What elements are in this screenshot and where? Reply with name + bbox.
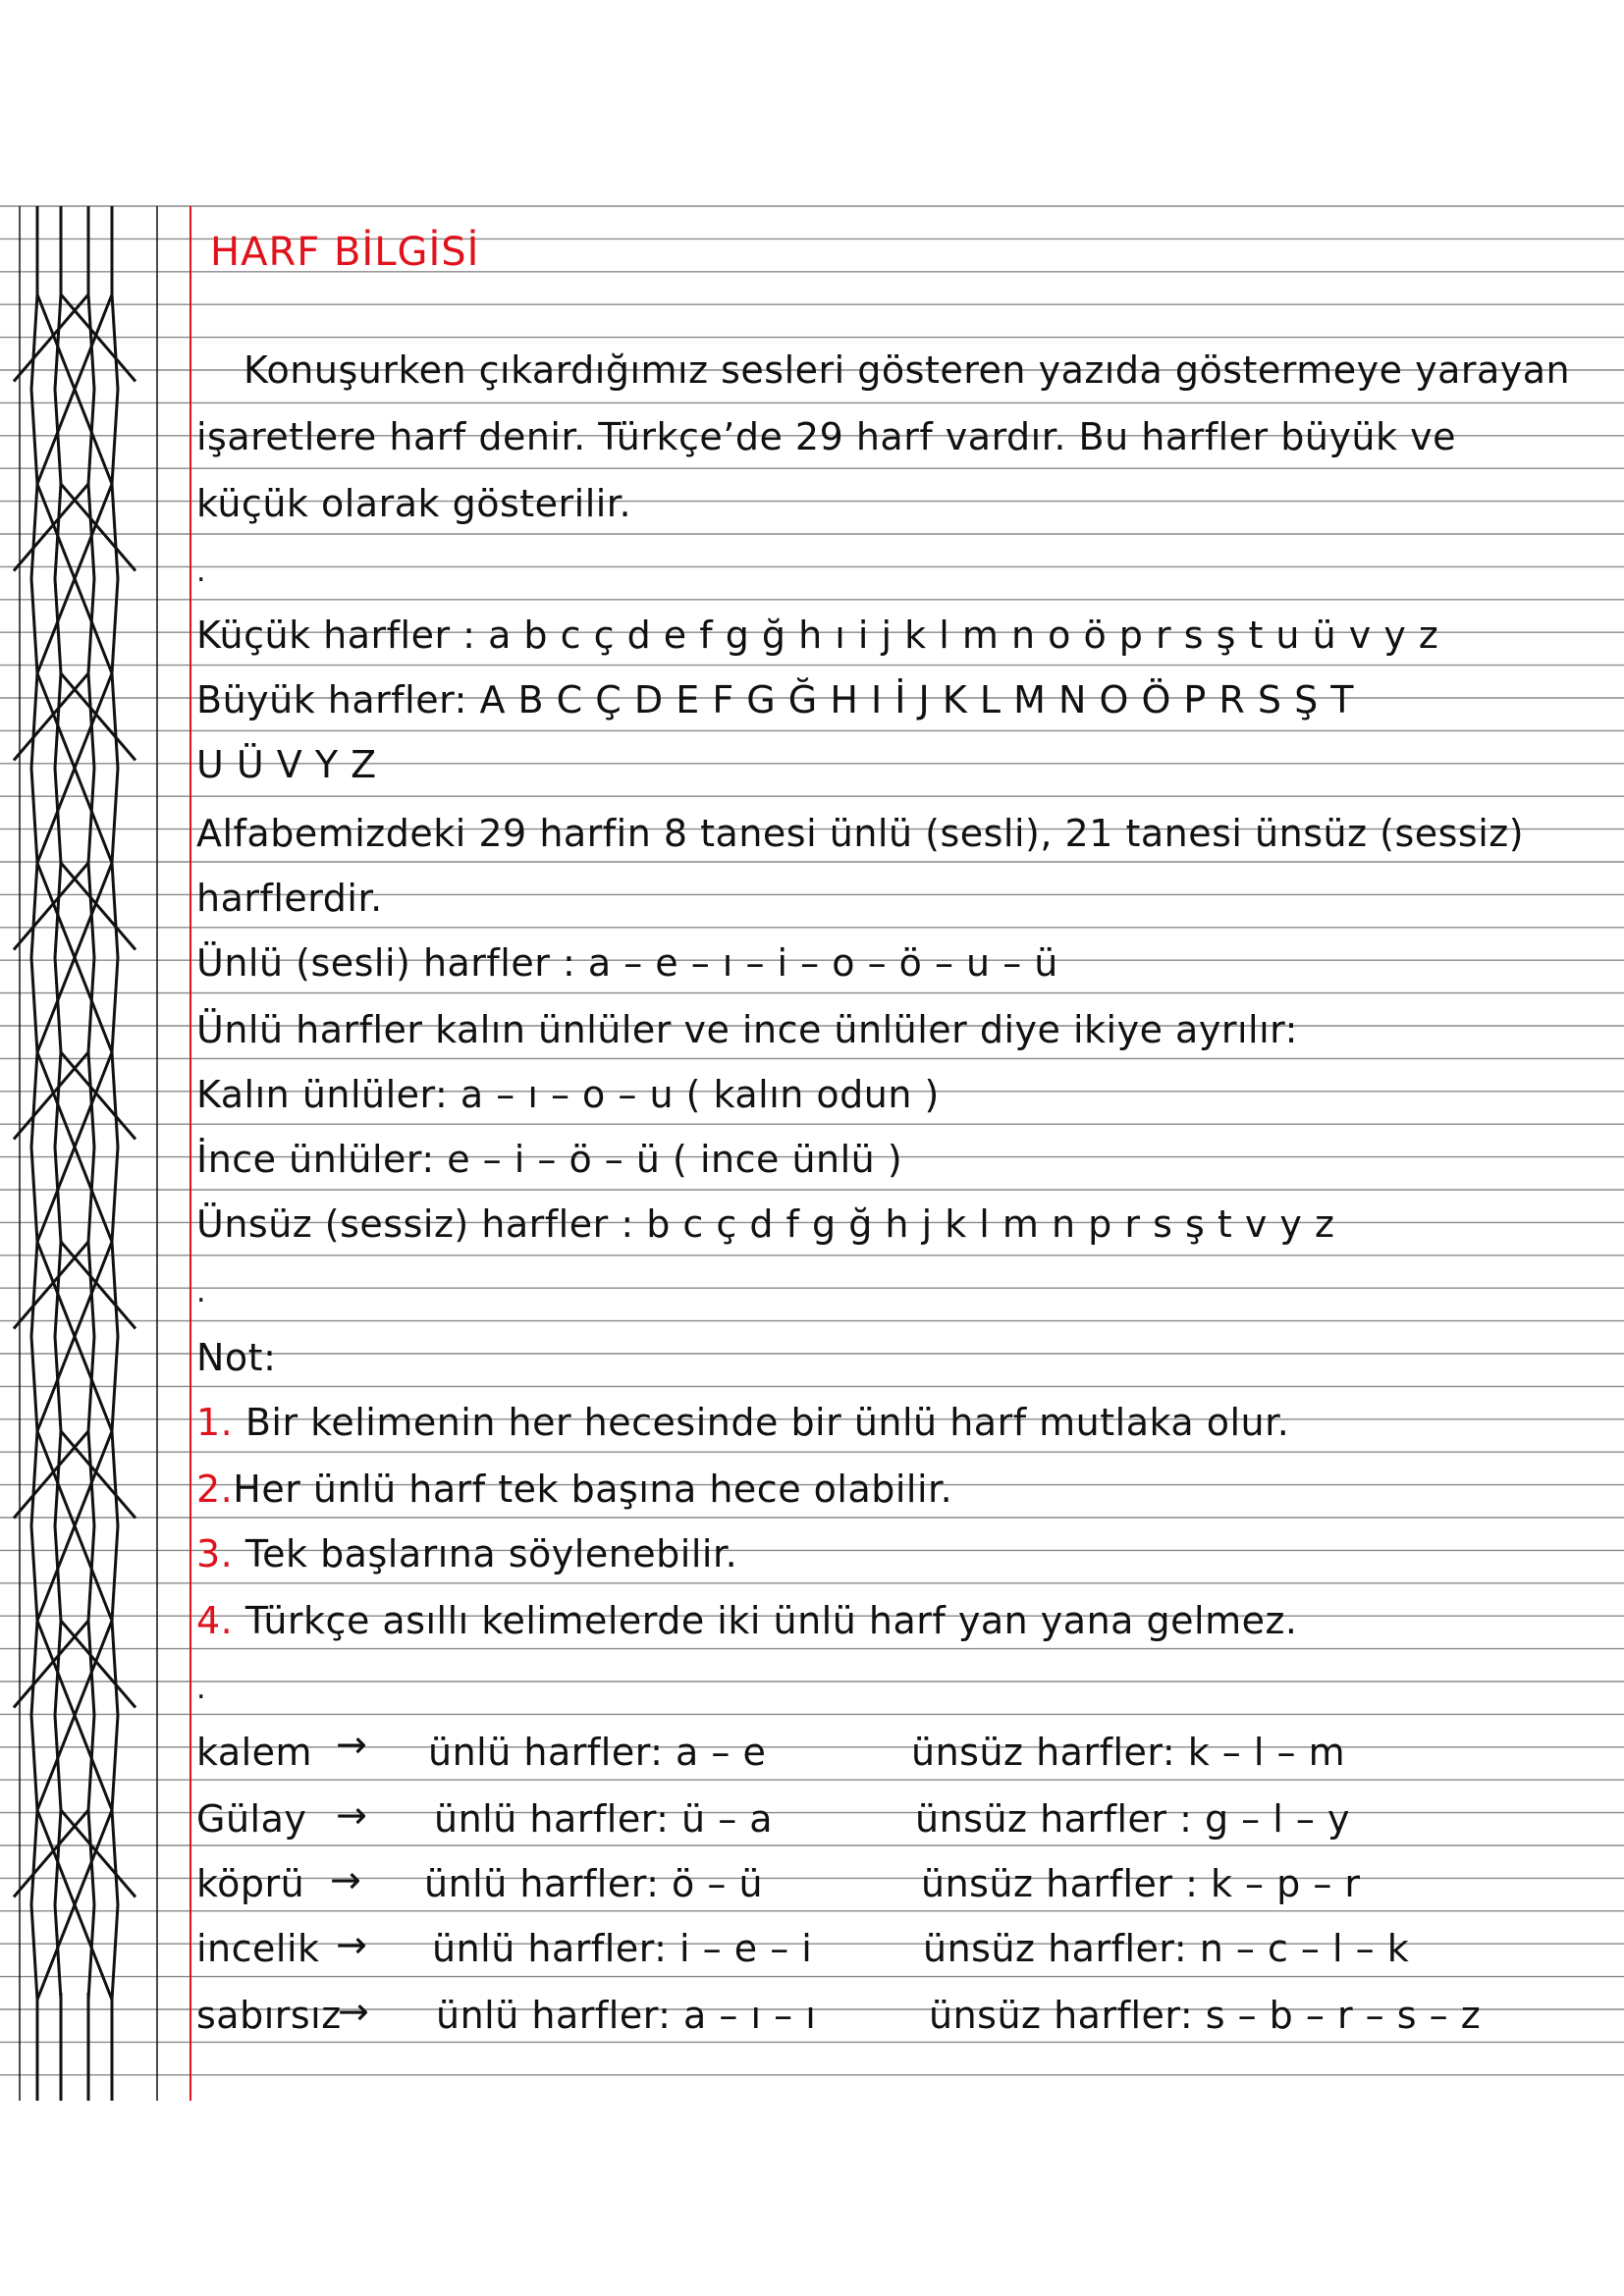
example-word: incelik	[196, 1927, 320, 1970]
separator-dot: .	[196, 555, 207, 589]
consonants-line: Ünsüz (sessiz) harfler : b c ç d f g ğ h j k l m n p r s ş t v y z	[196, 1202, 1335, 1246]
note-number: 1.	[196, 1401, 234, 1444]
vowels-line: Ünlü (sesli) harfler : a – e – ı – i – o – ö – u – ü	[196, 941, 1058, 985]
note-item-1	[196, 1400, 1289, 1445]
arrow-icon: →	[330, 1858, 362, 1901]
page-title: HARF BİLGİSİ	[210, 230, 480, 275]
example-word: sabırsız	[196, 1994, 342, 2037]
example-vowels: ünlü harfler: ü – a	[434, 1797, 774, 1841]
arrow-icon: →	[336, 1923, 368, 1966]
note-number: 4.	[196, 1599, 234, 1642]
note-heading: Not:	[196, 1336, 277, 1379]
example-vowels: ünlü harfler: a – ı – ı	[436, 1994, 817, 2037]
alphabet-note-line-1: Alfabemizdeki 29 harfin 8 tanesi ünlü (sesli), 21 tanesi ünsüz (sessiz)	[196, 812, 1525, 855]
example-consonants: ünsüz harfler: s – b – r – s – z	[929, 1994, 1482, 2037]
separator-dot: .	[196, 1672, 207, 1706]
separator-dot: .	[196, 1275, 207, 1309]
example-vowels: ünlü harfler: i – e – i	[432, 1927, 813, 1970]
example-word: kalem	[196, 1731, 313, 1774]
alphabet-note-line-2: harflerdir.	[196, 877, 383, 920]
example-vowels: ünlü harfler: ö – ü	[424, 1862, 764, 1905]
note-item-3	[196, 1531, 737, 1576]
example-consonants: ünsüz harfler : k – p – r	[921, 1862, 1361, 1905]
front-vowels-line: İnce ünlüler: e – i – ö – ü ( ince ünlü )	[196, 1138, 903, 1181]
example-consonants: ünsüz harfler: k – l – m	[911, 1731, 1346, 1774]
arrow-icon: →	[338, 1990, 370, 2033]
arrow-icon: →	[336, 1723, 368, 1766]
example-consonants: ünsüz harfler: n – c – l – k	[923, 1927, 1410, 1970]
braid-border	[0, 0, 187, 2296]
note-number: 2.	[196, 1468, 234, 1511]
arrow-icon: →	[336, 1793, 368, 1837]
vowel-groups-line: Ünlü harfler kalın ünlüler ve ince ünlüler diye ikiye ayrılır:	[196, 1008, 1298, 1051]
note-number: 3.	[196, 1532, 234, 1575]
uppercase-letters-line-1: Büyük harfler: A B C Ç D E F G Ğ H I İ J K L M N O Ö P R S Ş T	[196, 678, 1355, 721]
example-vowels: ünlü harfler: a – e	[428, 1731, 767, 1774]
intro-line-3: küçük olarak gösterilir.	[196, 482, 632, 525]
note-text: Tek başlarına söylenebilir.	[233, 1532, 738, 1575]
note-text: Bir kelimenin her hecesinde bir ünlü harf mutlaka olur.	[233, 1401, 1290, 1444]
example-word: Gülay	[196, 1797, 307, 1841]
braid-strands	[14, 206, 157, 2101]
note-item-4	[196, 1598, 1298, 1643]
example-word: köprü	[196, 1862, 305, 1905]
uppercase-letters-line-2: U Ü V Y Z	[196, 743, 377, 786]
lowercase-letters: Küçük harfler : a b c ç d e f g ğ h ı i j k l m n o ö p r s ş t u ü v y z	[196, 614, 1439, 657]
intro-line-2: işaretlere harf denir. Türkçe’de 29 harf vardır. Bu harfler büyük ve	[196, 415, 1456, 458]
note-text: Her ünlü harf tek başına hece olabilir.	[233, 1468, 953, 1511]
example-consonants: ünsüz harfler : g – l – y	[915, 1797, 1350, 1841]
intro-line-1: Konuşurken çıkardığımız sesleri gösteren yazıda göstermeye yarayan	[244, 348, 1571, 392]
note-text: Türkçe asıllı kelimelerde iki ünlü harf yan yana gelmez.	[233, 1599, 1298, 1642]
note-item-2	[196, 1467, 952, 1512]
back-vowels-line: Kalın ünlüler: a – ı – o – u ( kalın odun )	[196, 1073, 940, 1116]
